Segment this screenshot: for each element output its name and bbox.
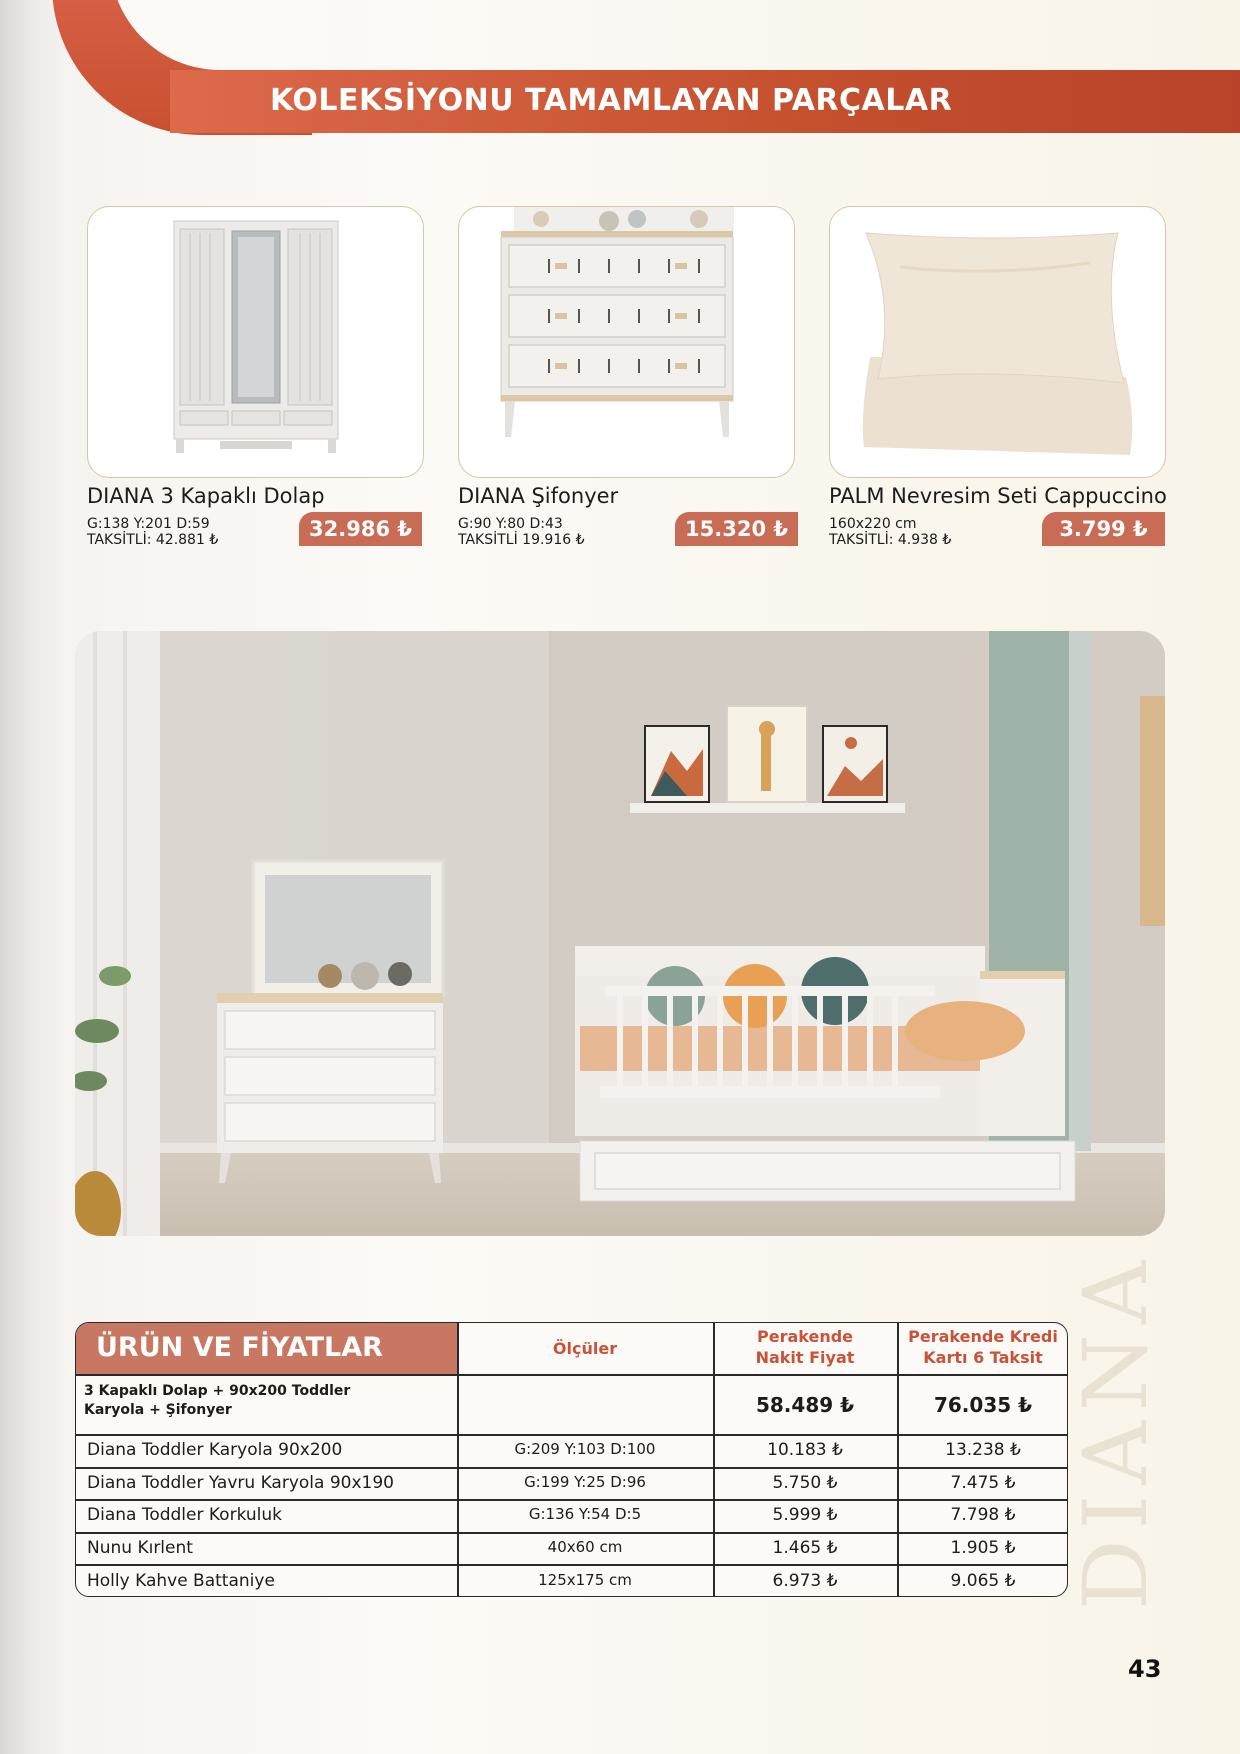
row-cash: 1.465 ₺ [772,1538,838,1558]
product-card-dresser[interactable] [458,206,795,478]
row-dims: G:209 Y:103 D:100 [514,1440,656,1458]
header-dimensions: Ölçüler [552,1339,618,1358]
dresser-image [459,207,795,478]
header-card-line1: Perakende Kredi [908,1327,1058,1346]
product-name-wardrobe: DIANA 3 Kapaklı Dolap [87,484,325,508]
table-title: ÜRÜN VE FİYATLAR [96,1332,383,1363]
product-card-wardrobe[interactable] [87,206,424,478]
collection-name-vertical: DIANA [1064,1250,1167,1610]
row-name: Holly Kahve Battaniye [87,1571,275,1591]
product-installment-bedding: TAKSİTLİ: 4.938 ₺ [829,532,952,548]
row-name: Nunu Kırlent [87,1538,193,1558]
row-cash: 5.750 ₺ [772,1473,838,1493]
product-spec-bedding: 160x220 cm [829,516,917,532]
product-installment-wardrobe: TAKSİTLİ: 42.881 ₺ [87,532,219,548]
wardrobe-image [88,207,424,478]
price-tag-wardrobe: 32.986 ₺ [299,512,422,546]
row-divider [76,1434,1067,1436]
row-divider [76,1499,1067,1501]
header-card-line2: Kartı 6 Taksit [923,1348,1043,1367]
row-card: 1.905 ₺ [950,1538,1016,1558]
row-divider [76,1467,1067,1469]
row-cash: 5.999 ₺ [772,1505,838,1525]
row-cash: 6.973 ₺ [772,1571,838,1591]
row-divider [76,1374,1067,1376]
row-cash: 10.183 ₺ [767,1440,843,1460]
product-name-dresser: DIANA Şifonyer [458,484,619,508]
page-number: 43 [1128,1655,1162,1683]
product-card-bedding[interactable] [829,206,1166,478]
table-title-cell [76,1323,457,1374]
row-dims: 40x60 cm [547,1538,623,1556]
set-name-line1: 3 Kapaklı Dolap + 90x200 Toddler [84,1383,351,1399]
header-cash-line2: Nakit Fiyat [755,1348,855,1367]
row-dims: G:136 Y:54 D:5 [528,1505,642,1523]
row-dims: 125x175 cm [538,1571,632,1589]
row-divider [76,1564,1067,1566]
product-name-bedding: PALM Nevresim Seti Cappuccino [829,484,1167,508]
row-name: Diana Toddler Korkuluk [87,1505,283,1525]
row-card: 9.065 ₺ [950,1571,1016,1591]
row-card: 7.798 ₺ [950,1505,1016,1525]
price-tag-dresser: 15.320 ₺ [675,512,798,546]
row-dims: G:199 Y:25 D:96 [524,1473,646,1491]
row-name: Diana Toddler Karyola 90x200 [87,1440,343,1460]
price-table [75,1322,1068,1597]
product-spec-dresser: G:90 Y:80 D:43 [458,516,563,532]
header-cash-line1: Perakende [756,1327,854,1346]
row-card: 13.238 ₺ [945,1440,1021,1460]
page-title: KOLEKSİYONU TAMAMLAYAN PARÇALAR [270,83,953,118]
row-name: Diana Toddler Yavru Karyola 90x190 [87,1473,394,1493]
room-illustration [75,631,1165,1236]
row-divider [76,1532,1067,1534]
set-cash-price: 58.489 ₺ [755,1393,855,1417]
product-installment-dresser: TAKSİTLİ 19.916 ₺ [458,532,585,548]
product-spec-wardrobe: G:138 Y:201 D:59 [87,516,210,532]
room-photo [75,631,1165,1236]
set-card-price: 76.035 ₺ [933,1393,1033,1417]
set-name-line2: Karyola + Şifonyer [84,1402,232,1418]
price-tag-bedding: 3.799 ₺ [1042,512,1165,546]
bedding-image [830,207,1166,478]
row-card: 7.475 ₺ [950,1473,1016,1493]
